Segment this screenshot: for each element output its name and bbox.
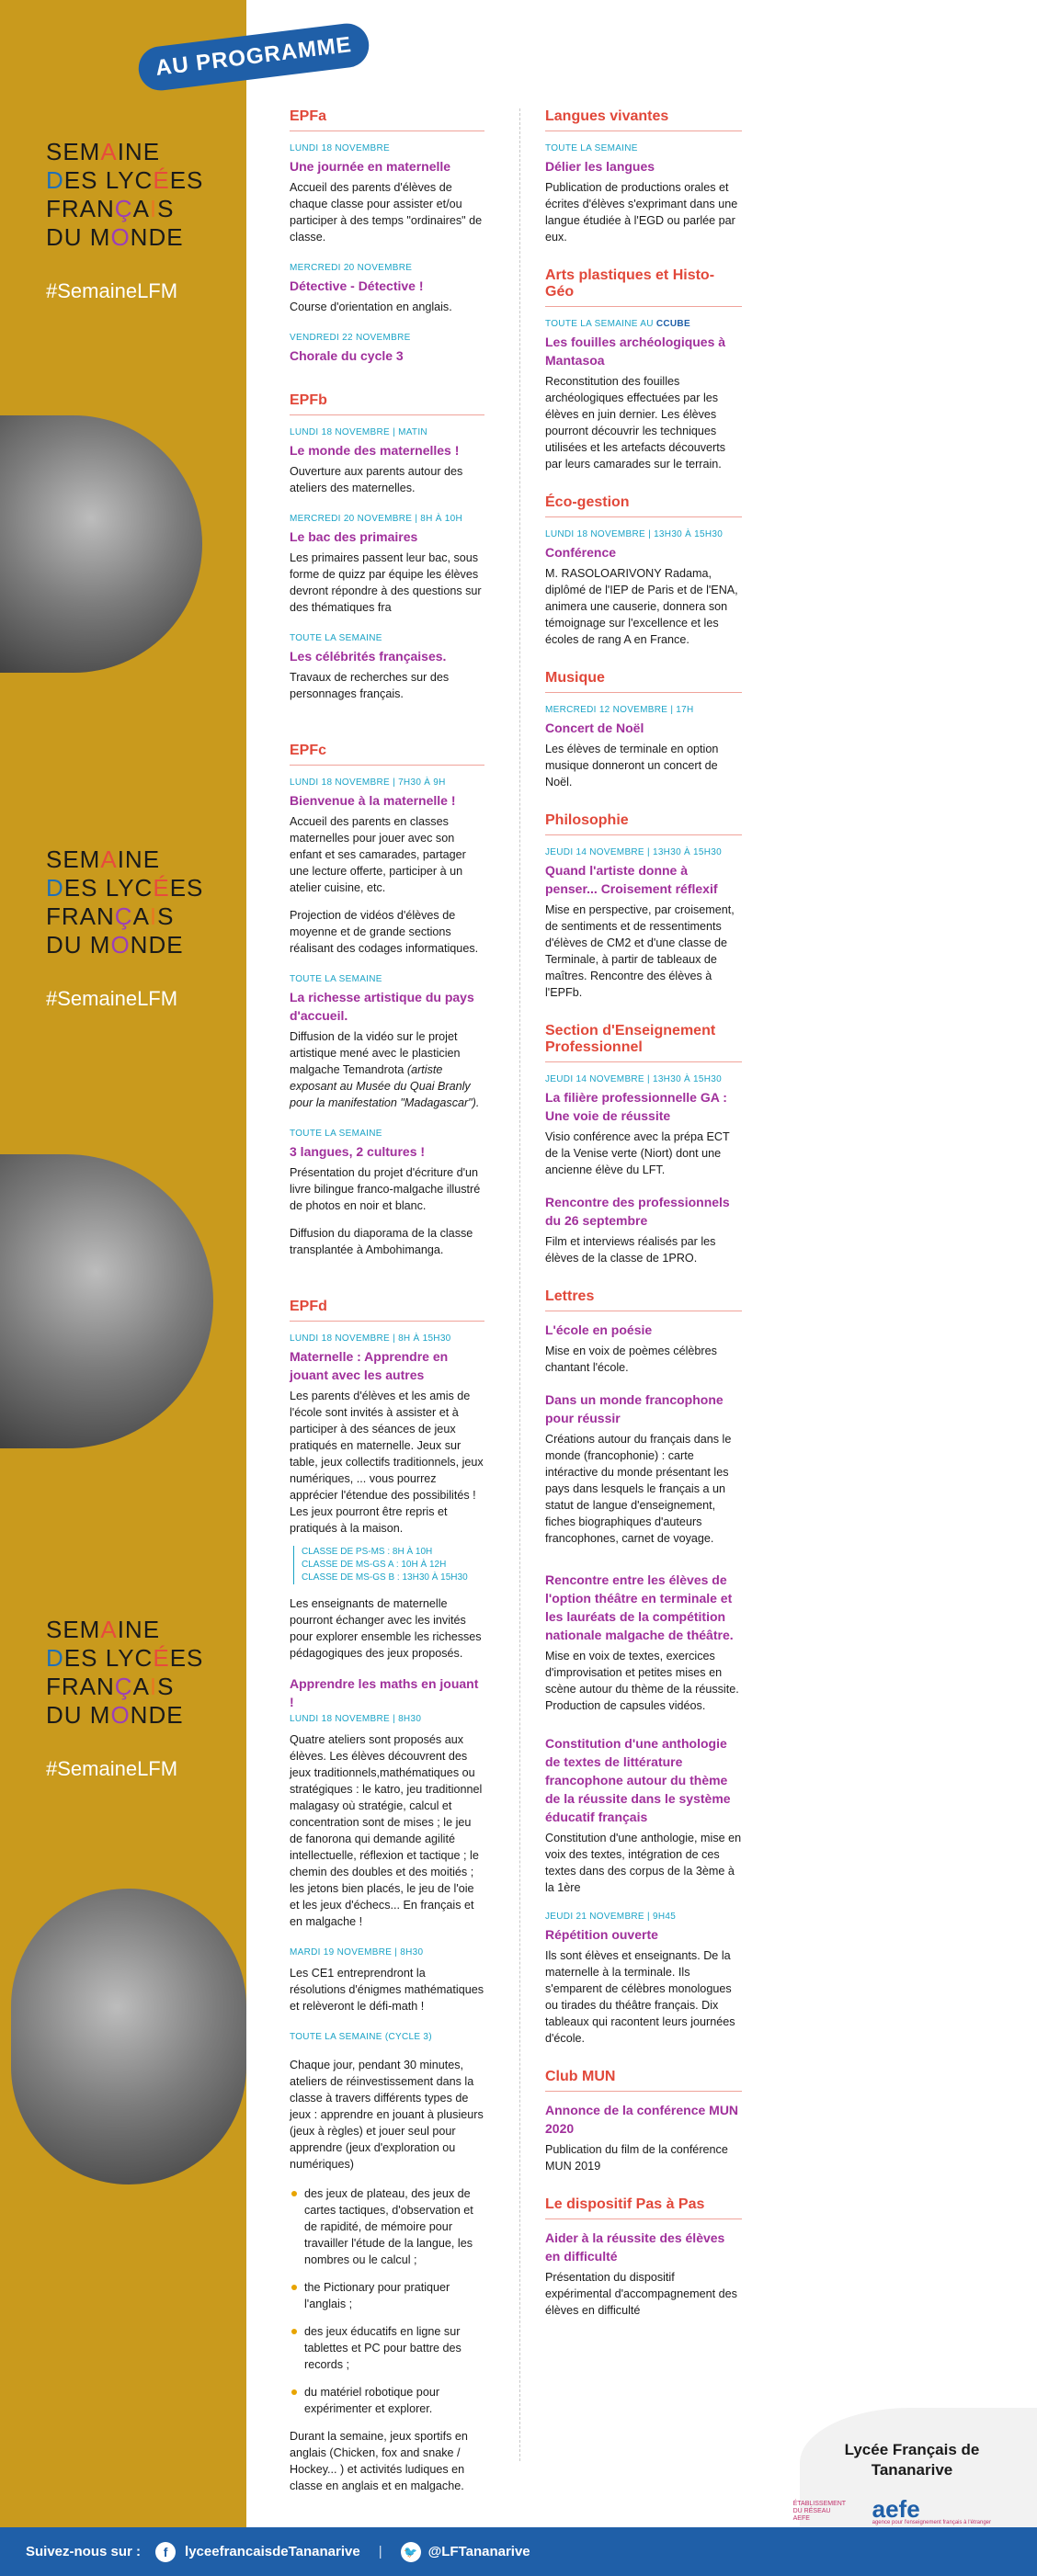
event-description: Présentation du projet d'écriture d'un livre bilingue franco-malgache illustré de photos en noir et blanc.: [290, 1166, 481, 1212]
event-title: Délier les langues: [545, 159, 655, 174]
logo-line: [46, 874, 239, 902]
event-title: Les célébrités françaises.: [290, 649, 447, 664]
event-title: Une journée en maternelle: [290, 159, 451, 174]
event-title: Rencontre entre les élèves de l'option théâtre en terminale et les lauréats de la compétition nationale malgache de théâtre.: [545, 1572, 734, 1642]
section-title-pas-a-pas: Le dispositif Pas à Pas: [545, 2196, 742, 2219]
logo-letters: A: [100, 1616, 118, 1643]
event-logo-text: [46, 845, 239, 959]
logo-line: [46, 1616, 239, 1644]
list-item: des jeux de plateau, des jeux de cartes tactiques, d'observation et de rapidité, de mémoire pour travailler l'étude de la langue, les nombres ou le calcul ;: [290, 2185, 484, 2268]
event-logo-text: [46, 138, 239, 252]
logo-letters: I: [149, 902, 158, 930]
event-description: Projection de vidéos d'élèves de moyenne et de grande sections réalisant des codages informatiques.: [290, 909, 479, 955]
event-title: La filière professionnelle GA : Une voie de réussite: [545, 1090, 727, 1123]
logo-letters: A: [100, 138, 118, 165]
logo-line: [46, 1701, 239, 1730]
photo-student-microphone: [0, 415, 202, 673]
event-description-italic: (artiste exposant au Musée du Quai Branly pour la manifestation "Madagascar").: [290, 1063, 480, 1109]
logo-letters: SEM: [46, 138, 101, 165]
logo-letters: D: [46, 1644, 64, 1672]
logo-line: [46, 902, 239, 931]
event-description-text: Diffusion de la vidéo sur le projet artistique mené avec le plasticien malgache Temandrota: [290, 1030, 461, 1076]
event-title: Apprendre les maths en jouant !: [290, 1676, 479, 1709]
column-divider: [519, 108, 520, 2461]
list-item: the Pictionary pour pratiquer l'anglais ;: [290, 2279, 484, 2312]
logo-letters: Ç: [114, 195, 133, 222]
logo-letters: NDE: [130, 223, 184, 251]
logo-letters: D: [46, 874, 64, 902]
section-title-epfb: EPFb: [290, 392, 484, 415]
event-date: JEUDI 14 NOVEMBRE | 13H30 À 15H30: [545, 847, 723, 857]
logo-letters: O: [110, 931, 131, 959]
event-title: Les fouilles archéologiques à Mantasoa: [545, 335, 726, 368]
section-title-eco: Éco-gestion: [545, 494, 742, 517]
event-description: Reconstitution des fouilles archéologiques effectuées par les élèves en juin dernier. Les élèves pourront découvrir les techniques utilisées et les artefacts découverts par leurs camarades sur le terrain.: [545, 375, 725, 471]
logo-letters: Ç: [114, 1673, 133, 1700]
event-date: [545, 316, 742, 333]
logo-letters: S: [157, 1673, 175, 1700]
event-title: Dans un monde francophone pour réussir: [545, 1392, 724, 1425]
partner-logos: [792, 2495, 991, 2525]
logo-letters: INE: [117, 138, 161, 165]
school-name: Lycée Français de Tananarive: [844, 2441, 980, 2479]
aefe-wordmark: aefe: [872, 2495, 920, 2523]
event-description: Les primaires passent leur bac, sous forme de quizz par équipe les élèves devront répondre à des questions sur des thématiques fra: [290, 551, 482, 614]
event-date: LUNDI 18 NOVEMBRE | 8H À 15H30: [290, 1333, 451, 1344]
event-description: Mise en voix de textes, exercices d'improvisation et petites mises en scène autour du thème de la réussite. Production de capsules vidéos.: [545, 1650, 739, 1712]
programme-column-left: [290, 108, 484, 2494]
event-title: Le monde des maternelles !: [290, 443, 460, 458]
event-description: Les parents d'élèves et les amis de l'école sont invités à assister et à participer à des séances de jeux pratiqués en maternelle. Jeux sur table, jeux collectifs traditionnels, jeux numériques, ... vous pourrez apprécier l'étendue des possibilités ! Les jeux pourront être repris et pratiqués à la maison.: [290, 1390, 484, 1535]
event-title: 3 langues, 2 cultures !: [290, 1144, 426, 1159]
hashtag: #SemaineLFM: [46, 279, 178, 302]
event-description: Présentation du dispositif expérimental d'accompagnement des élèves en difficulté: [545, 2271, 737, 2317]
section-title-epfd: EPFd: [290, 1299, 484, 1322]
logo-letters: D: [46, 166, 64, 194]
logo-letters: ES: [169, 166, 204, 194]
logo-letters: ES LYC: [63, 874, 154, 902]
section-title-arts: Arts plastiques et Histo-Géo: [545, 267, 742, 307]
twitter-link[interactable]: @LFTananarive: [427, 2544, 530, 2559]
event-date-text: TOUTE LA SEMAINE AU: [545, 319, 656, 329]
logo-letters: O: [110, 1701, 131, 1729]
event-description: Les élèves de terminale en option musique donneront un concert de Noël.: [545, 743, 719, 789]
logo-letters: INE: [117, 845, 161, 873]
programme-badge: AU PROGRAMME: [136, 21, 371, 93]
section-title-mun: Club MUN: [545, 2069, 742, 2092]
logo-letters: É: [153, 1644, 170, 1672]
photo-students-group: [11, 1889, 246, 2184]
logo-letters: NDE: [130, 931, 184, 959]
logo-line: [46, 223, 239, 252]
logo-letters: I: [149, 1673, 158, 1700]
logo-line: [46, 1644, 239, 1673]
event-description: Les enseignants de maternelle pourront échanger avec les invités pour explorer ensemble les richesses pédagogiques des jeux proposés.: [290, 1597, 482, 1660]
logo-letters: Ç: [114, 902, 133, 930]
logo-line: [46, 195, 239, 223]
event-title: Annonce de la conférence MUN 2020: [545, 2103, 739, 2136]
venue-name: CCUBE: [655, 319, 690, 329]
event-date: JEUDI 14 NOVEMBRE | 13H30 À 15H30: [545, 1074, 723, 1084]
event-title: Concert de Noël: [545, 721, 644, 735]
event-description: Diffusion du diaporama de la classe transplantée à Ambohimanga.: [290, 1227, 473, 1256]
list-item: du matériel robotique pour expérimenter et explorer.: [290, 2384, 484, 2417]
logo-line: [46, 1673, 239, 1701]
network-logo: ÉTABLISSEMENT DU RÉSEAU AEFE: [792, 2501, 846, 2522]
event-date: JEUDI 21 NOVEMBRE | 9H45: [545, 1912, 677, 1922]
event-title: Quand l'artiste donne à penser... Croisement réflexif: [545, 863, 718, 896]
logo-line: [46, 845, 239, 874]
event-description: Visio conférence avec la prépa ECT de la Venise verte (Niort) dont une ancienne élève du LFT.: [545, 1130, 730, 1176]
event-date: LUNDI 18 NOVEMBRE | 8H30: [290, 1714, 422, 1724]
event-date: LUNDI 18 NOVEMBRE | 13H30 À 15H30: [545, 529, 724, 539]
logo-letters: SEM: [46, 845, 101, 873]
event-title: Rencontre des professionnels du 26 septembre: [545, 1195, 730, 1228]
event-description: Ouverture aux parents autour des ateliers des maternelles.: [290, 465, 463, 494]
logo-letters: FRAN: [46, 902, 115, 930]
event-logo: [46, 845, 239, 1011]
event-date: MARDI 19 NOVEMBRE | 8H30: [290, 1947, 424, 1958]
aefe-logo: [872, 2495, 991, 2525]
event-description: Chaque jour, pendant 30 minutes, ateliers de réinvestissement dans la classe à travers différents types de jeux : apprendre en jouant à plusieurs (jeux à règles) et jouer seul pour apprendre (jeux d'exploration ou numériques): [290, 2059, 484, 2171]
event-date: TOUTE LA SEMAINE: [290, 1129, 382, 1139]
logo-line: [46, 931, 239, 959]
event-date: MERCREDI 12 NOVEMBRE | 17H: [545, 705, 694, 715]
logo-letters: A: [132, 1673, 150, 1700]
event-title: Bienvenue à la maternelle !: [290, 793, 456, 808]
section-title-philo: Philosophie: [545, 812, 742, 835]
facebook-icon[interactable]: f: [155, 2542, 176, 2562]
footer-bar: [0, 2527, 1037, 2576]
logo-letters: É: [153, 166, 170, 194]
event-date: VENDREDI 22 NOVEMBRE: [290, 333, 411, 343]
logo-letters: DU M: [46, 223, 111, 251]
event-description: Accueil des parents d'élèves de chaque classe pour assister et/ou participer à des temps "ordinaires" de classe.: [290, 181, 483, 244]
event-logo: [46, 1616, 239, 1781]
logo-letters: ES: [169, 1644, 204, 1672]
logo-letters: FRAN: [46, 1673, 115, 1700]
event-title: Le bac des primaires: [290, 529, 418, 544]
event-title: Conférence: [545, 545, 617, 560]
event-date: MERCREDI 20 NOVEMBRE: [290, 263, 413, 273]
logo-letters: S: [157, 195, 175, 222]
logo-letters: SEM: [46, 1616, 101, 1643]
event-title: L'école en poésie: [545, 1322, 653, 1337]
event-description: Mise en perspective, par croisement, de sentiments et de ressentiments d'élèves de CM2 et d'une classe de Terminale, à partir de tableaux de maîtres. Rencontre des élèves à l'EPFb.: [545, 903, 735, 999]
event-description: Publication du film de la conférence MUN 2019: [545, 2143, 728, 2173]
event-description: Quatre ateliers sont proposés aux élèves. Les élèves découvrent des jeux traditionnels,mathématiques ou stratégiques : le katro, jeu traditionnel malagasy où stratégie, calcul et concentration sont de mises ; le jeu de fanorona qui demande agilité intellectuelle, réflexion et tactique ; le chemin des doubles et des moitiés ; les jetons bien placés, le jeu de l'oie et les jeux d'échecs... En français et en malgache !: [290, 1733, 483, 1928]
section-title-musique: Musique: [545, 670, 742, 693]
event-description: Les CE1 entreprendront la résolutions d'énigmes mathématiques et relèveront le défi-math !: [290, 1967, 484, 2013]
aefe-tagline: agence pour l'enseignement français à l'étranger: [872, 2520, 991, 2525]
follow-label: Suivez-nous sur :: [26, 2544, 142, 2559]
event-description: Publication de productions orales et écrites d'élèves s'exprimant dans une langue étudiée à l'EGD ou parlée par eux.: [545, 181, 738, 244]
event-logo-text: [46, 1616, 239, 1730]
hashtag: #SemaineLFM: [46, 1757, 178, 1780]
event-description: Accueil des parents en classes maternelles pour jouer avec son enfant et ses camarades, partager une lecture offerte, participer à un atelier cuisine, etc.: [290, 815, 466, 894]
logo-letters: ES LYC: [63, 166, 154, 194]
event-title: Chorale du cycle 3: [290, 348, 404, 363]
event-description: Durant la semaine, jeux sportifs en anglais (Chicken, fox and snake / Hockey... ) et activités ludiques en classe en anglais et en malgache.: [290, 2430, 468, 2492]
logo-letters: O: [110, 223, 131, 251]
logo-letters: NDE: [130, 1701, 184, 1729]
event-description: Créations autour du français dans le monde (francophonie) : carte intéractive du monde présentant les pays dans lesquels le français a un statut de langue d'enseignement, fiches biographiques d'auteurs francophones, carnet de voyage.: [545, 1433, 732, 1545]
section-title-langues: Langues vivantes: [545, 108, 742, 131]
logo-letters: A: [132, 902, 150, 930]
event-title: Maternelle : Apprendre en jouant avec les autres: [290, 1349, 449, 1382]
logo-letters: A: [100, 845, 118, 873]
activity-list: [290, 2185, 484, 2417]
event-title: La richesse artistique du pays d'accueil.: [290, 990, 474, 1023]
event-description: Mise en voix de poèmes célèbres chantant l'école.: [545, 1345, 717, 1374]
logo-letters: DU M: [46, 931, 111, 959]
event-description: [290, 1028, 484, 1111]
logo-letters: É: [153, 874, 170, 902]
list-item: des jeux éducatifs en ligne sur tablettes et PC pour battre des records ;: [290, 2323, 484, 2373]
section-title-lettres: Lettres: [545, 1288, 742, 1311]
footer-separator: |: [378, 2544, 382, 2559]
twitter-icon[interactable]: 🐦: [401, 2542, 421, 2562]
event-date: LUNDI 18 NOVEMBRE | MATIN: [290, 427, 427, 437]
schedule-list: [293, 1546, 484, 1584]
photo-children-playing: [0, 1154, 213, 1448]
logo-letters: ES LYC: [63, 1644, 154, 1672]
event-date: LUNDI 18 NOVEMBRE: [290, 143, 391, 153]
left-band: [0, 0, 246, 2527]
logo-letters: INE: [117, 1616, 161, 1643]
event-logo: [46, 138, 239, 303]
logo-line: [46, 166, 239, 195]
event-date: TOUTE LA SEMAINE: [545, 143, 638, 153]
event-description: Travaux de recherches sur des personnages français.: [290, 671, 450, 700]
event-date: TOUTE LA SEMAINE: [290, 633, 382, 643]
event-description: Ils sont élèves et enseignants. De la maternelle à la terminale. Ils s'emparent de célèbres monologues ou tirades du théâtre français. Dix tableaux qui racontent leurs journées d'école.: [545, 1949, 735, 2045]
event-description: Constitution d'une anthologie, mise en voix des textes, intégration de ces textes dans des corpus de la 3ème à la 1ère: [545, 1832, 742, 1894]
event-date: LUNDI 18 NOVEMBRE | 7H30 À 9H: [290, 777, 446, 788]
event-title: Répétition ouverte: [545, 1927, 658, 1942]
logo-letters: ES: [169, 874, 204, 902]
logo-line: [46, 138, 239, 166]
event-description: Course d'orientation en anglais.: [290, 301, 452, 313]
schedule-slot: CLASSE DE PS-MS : 8H À 10H: [302, 1547, 433, 1557]
event-description: Film et interviews réalisés par les élèves de la classe de 1PRO.: [545, 1235, 716, 1265]
section-title-epfc: EPFc: [290, 743, 484, 766]
event-title: Aider à la réussite des élèves en difficulté: [545, 2230, 725, 2264]
section-title-epfa: EPFa: [290, 108, 484, 131]
facebook-link[interactable]: lyceefrancaisdeTananarive: [185, 2544, 360, 2559]
logo-letters: A: [132, 195, 150, 222]
hashtag: #SemaineLFM: [46, 987, 178, 1010]
event-title: Constitution d'une anthologie de textes de littérature francophone autour du thème de la réussite dans le système éducatif français: [545, 1736, 731, 1824]
event-date: TOUTE LA SEMAINE (CYCLE 3): [290, 2032, 432, 2042]
event-description: M. RASOLOARIVONY Radama, diplômé de l'IEP de Paris et de l'ENA, animera une causerie, donnera son témoignage sur l'excellence et les écoles de rang A en France.: [545, 567, 738, 646]
event-title: Détective - Détective !: [290, 278, 424, 293]
schedule-slot: CLASSE DE MS-GS A : 10H À 12H: [302, 1560, 447, 1570]
schedule-slot: CLASSE DE MS-GS B : 13H30 À 15H30: [302, 1572, 468, 1583]
logo-letters: FRAN: [46, 195, 115, 222]
logo-letters: DU M: [46, 1701, 111, 1729]
logo-letters: S: [157, 902, 175, 930]
section-title-sep: Section d'Enseignement Professionnel: [545, 1023, 742, 1062]
programme-column-right: [545, 108, 742, 2319]
logo-letters: I: [149, 195, 158, 222]
event-date: MERCREDI 20 NOVEMBRE | 8H À 10H: [290, 514, 463, 524]
event-date: TOUTE LA SEMAINE: [290, 974, 382, 984]
